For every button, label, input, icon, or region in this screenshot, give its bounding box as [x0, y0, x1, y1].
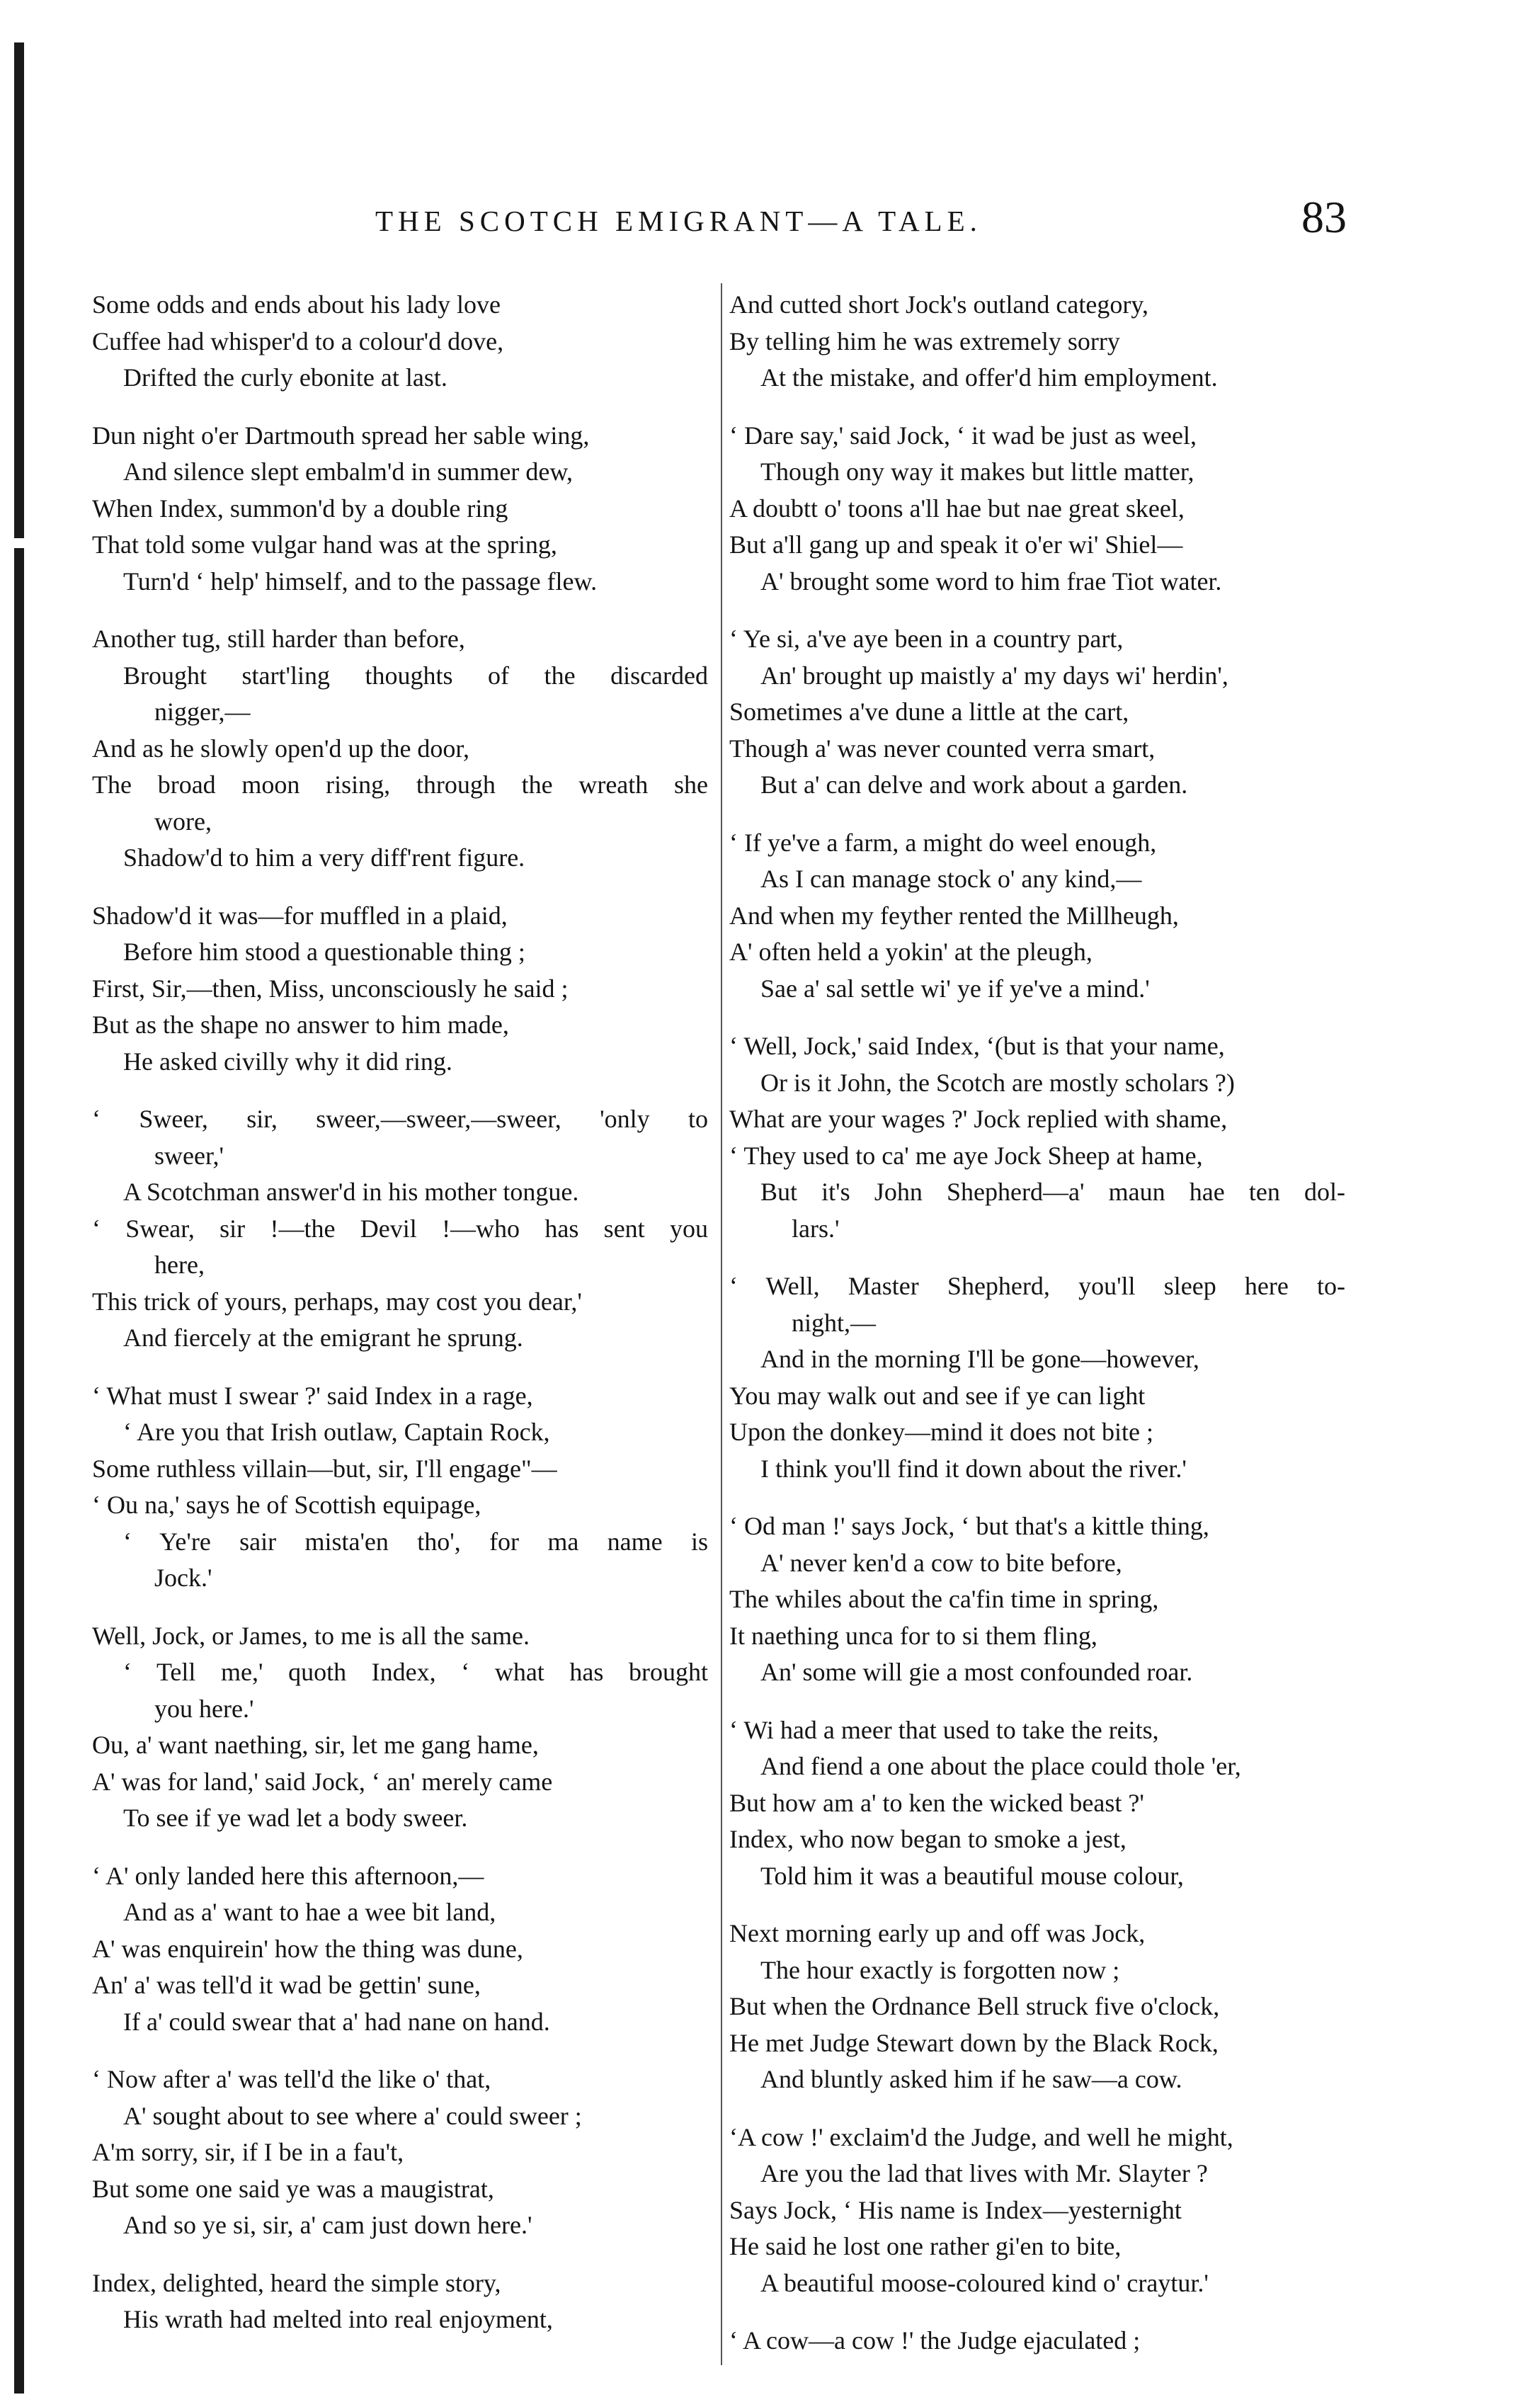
verse-line: And silence slept embalm'd in summer dew, — [123, 457, 574, 486]
verse-line: Brought start'ling thoughts of the discarded — [123, 661, 708, 690]
verse-line: ‘ A' only landed here this afternoon,— — [92, 1861, 484, 1890]
verse-line: Some ruthless villain—but, sir, I'll engage"— — [92, 1454, 557, 1483]
verse-line: ‘ Ye're sair mista'en tho', for ma name is — [123, 1527, 708, 1556]
verse-line: First, Sir,—then, Miss, unconsciously he said ; — [92, 974, 569, 1003]
verse-line: A' brought some word to him frae Tiot water. — [760, 567, 1222, 596]
verse-line: And in the morning I'll be gone—however, — [760, 1345, 1199, 1373]
verse-line: ‘ Are you that Irish outlaw, Captain Rock, — [123, 1418, 550, 1446]
verse-line: He met Judge Stewart down by the Black Rock, — [729, 2028, 1219, 2057]
verse-line: Jock.' — [154, 1564, 212, 1592]
verse-line: sweer,' — [154, 1141, 224, 1170]
verse-line: Well, Jock, or James, to me is all the same. — [92, 1621, 530, 1650]
verse-line: And when my feyther rented the Millheugh, — [729, 901, 1179, 930]
verse-line: Another tug, still harder than before, — [92, 625, 465, 653]
stanza — [729, 1712, 1359, 1895]
stanza — [92, 1101, 722, 1357]
verse-line: Though ony way it makes but little matter, — [760, 457, 1194, 486]
stanza — [92, 1618, 722, 1837]
stanza — [729, 825, 1359, 1008]
verse-line: Sometimes a've dune a little at the cart, — [729, 698, 1129, 726]
verse-line: Dun night o'er Dartmouth spread her sable wing, — [92, 421, 590, 450]
verse-line: ‘ Well, Jock,' said Index, ‘(but is that your name, — [729, 1032, 1225, 1060]
verse-line: Are you the lad that lives with Mr. Slayter ? — [760, 2159, 1208, 2187]
verse-line: Shadow'd to him a very diff'rent figure. — [123, 843, 525, 872]
stanza — [729, 287, 1359, 397]
left-column — [92, 287, 722, 2360]
stanza — [729, 2323, 1359, 2360]
verse-line: Cuffee had whisper'd to a colour'd dove, — [92, 326, 504, 355]
verse-line: The hour exactly is forgotten now ; — [760, 1955, 1120, 1984]
verse-line: ‘A cow !' exclaim'd the Judge, and well he might, — [729, 2122, 1233, 2151]
verse-line: ‘ Swear, sir !—the Devil !—who has sent you — [92, 1214, 708, 1243]
verse-line: you here.' — [154, 1694, 254, 1723]
verse-line: A' often held a yokin' at the pleugh, — [729, 938, 1093, 966]
binding-notch — [14, 538, 24, 548]
verse-line: Shadow'd it was—for muffled in a plaid, — [92, 901, 508, 930]
verse-line: lars.' — [792, 1214, 840, 1243]
page-number: 83 — [1301, 192, 1347, 242]
stanza — [729, 1268, 1359, 1487]
verse-line: A beautiful moose-coloured kind o' craytur.' — [760, 2268, 1209, 2297]
verse-line: nigger,— — [154, 698, 251, 726]
verse-line: It naething unca for to si them fling, — [729, 1621, 1097, 1650]
verse-line: But a' can delve and work about a garden. — [760, 770, 1188, 799]
verse-line: Says Jock, ‘ His name is Index—yesternight — [729, 2195, 1182, 2224]
stanza — [92, 898, 722, 1081]
running-title: THE SCOTCH EMIGRANT—A TALE. — [375, 205, 982, 237]
verse-line: Ou, a' want naething, sir, let me gang hame, — [92, 1731, 539, 1759]
page-binding-edge — [14, 42, 24, 2394]
right-column — [729, 287, 1359, 2381]
verse-line: A Scotchman answer'd in his mother tongue. — [123, 1178, 579, 1206]
page-header — [0, 191, 1540, 255]
verse-line: Though a' was never counted verra smart, — [729, 734, 1156, 763]
verse-line: And as he slowly open'd up the door, — [92, 734, 469, 763]
verse-line: Index, who now began to smoke a jest, — [729, 1825, 1127, 1853]
verse-line: But some one said ye was a maugistrat, — [92, 2174, 494, 2203]
stanza — [729, 1028, 1359, 1247]
stanza — [729, 1508, 1359, 1691]
verse-line: ‘ Tell me,' quoth Index, ‘ what has brought — [123, 1658, 708, 1686]
verse-line: ‘ A cow—a cow !' the Judge ejaculated ; — [729, 2326, 1141, 2355]
verse-line: ‘ Od man !' says Jock, ‘ but that's a kittle thing, — [729, 1512, 1209, 1540]
verse-line: A doubtt o' toons a'll hae but nae great skeel, — [729, 494, 1185, 523]
verse-line: A' sought about to see where a' could sweer ; — [123, 2101, 582, 2130]
verse-line: When Index, summon'd by a double ring — [92, 494, 508, 523]
verse-line: here, — [154, 1251, 205, 1279]
verse-line: ‘ If ye've a farm, a might do weel enough, — [729, 828, 1157, 857]
verse-line: At the mistake, and offer'd him employment. — [760, 363, 1218, 392]
verse-line: A'm sorry, sir, if I be in a fau't, — [92, 2138, 404, 2166]
verse-line: Index, delighted, heard the simple story, — [92, 2268, 501, 2297]
stanza — [729, 2119, 1359, 2302]
verse-line: ‘ What must I swear ?' said Index in a rage, — [92, 1381, 533, 1410]
verse-line: An' some will gie a most confounded roar. — [760, 1658, 1193, 1686]
verse-line: And as a' want to hae a wee bit land, — [123, 1898, 496, 1926]
verse-line: The whiles about the ca'fin time in spring, — [729, 1585, 1159, 1613]
verse-line: And fiend a one about the place could thole 'er, — [760, 1752, 1241, 1780]
verse-line: This trick of yours, perhaps, may cost you dear,' — [92, 1287, 582, 1316]
stanza — [92, 418, 722, 600]
verse-line: wore, — [154, 807, 212, 836]
verse-line: ‘ Now after a' was tell'd the like o' that, — [92, 2065, 491, 2093]
verse-line: And fiercely at the emigrant he sprung. — [123, 1324, 523, 1352]
verse-line: ‘ Dare say,' said Jock, ‘ it wad be just as weel, — [729, 421, 1197, 450]
stanza — [92, 1858, 722, 2041]
verse-line: ‘ Sweer, sir, sweer,—sweer,—sweer, 'only to — [92, 1105, 708, 1133]
verse-line: But a'll gang up and speak it o'er wi' Shiel— — [729, 530, 1183, 559]
stanza — [729, 418, 1359, 600]
verse-line: Drifted the curly ebonite at last. — [123, 363, 447, 392]
verse-line: ‘ Wi had a meer that used to take the reits, — [729, 1715, 1159, 1744]
stanza — [92, 1378, 722, 1597]
verse-line: ‘ They used to ca' me aye Jock Sheep at hame, — [729, 1141, 1203, 1170]
verse-line: And so ye si, sir, a' cam just down here.' — [123, 2211, 532, 2239]
stanza — [729, 1916, 1359, 2098]
verse-line: But as the shape no answer to him made, — [92, 1011, 509, 1039]
verse-line: ‘ Ou na,' says he of Scottish equipage, — [92, 1491, 481, 1519]
verse-line: Upon the donkey—mind it does not bite ; — [729, 1418, 1153, 1446]
verse-line: A' was for land,' said Jock, ‘ an' merely came — [92, 1767, 553, 1796]
verse-line: You may walk out and see if ye can light — [729, 1381, 1146, 1410]
verse-line: As I can manage stock o' any kind,— — [760, 865, 1142, 893]
verse-line: By telling him he was extremely sorry — [729, 326, 1120, 355]
verse-line: If a' could swear that a' had nane on hand. — [123, 2007, 550, 2036]
verse-line: night,— — [792, 1308, 877, 1337]
verse-line: Told him it was a beautiful mouse colour, — [760, 1861, 1184, 1890]
verse-line: That told some vulgar hand was at the spring, — [92, 530, 557, 559]
stanza — [92, 287, 722, 397]
verse-line: But how am a' to ken the wicked beast ?' — [729, 1788, 1144, 1817]
verse-line: Next morning early up and off was Jock, — [729, 1919, 1146, 1947]
verse-line: Before him stood a questionable thing ; — [123, 938, 525, 966]
verse-line: Or is it John, the Scotch are mostly scholars ?) — [760, 1068, 1235, 1097]
verse-line: Some odds and ends about his lady love — [92, 290, 501, 319]
verse-line: He asked civilly why it did ring. — [123, 1047, 452, 1076]
verse-line: Turn'd ‘ help' himself, and to the passage flew. — [123, 567, 598, 596]
verse-line: A' was enquirein' how the thing was dune, — [92, 1934, 523, 1963]
verse-line: To see if ye wad let a body sweer. — [123, 1804, 468, 1832]
stanza — [92, 2061, 722, 2244]
verse-line: And cutted short Jock's outland category, — [729, 290, 1149, 319]
verse-line: His wrath had melted into real enjoyment, — [123, 2305, 553, 2333]
verse-line: The broad moon rising, through the wreath she — [92, 770, 708, 799]
stanza — [729, 621, 1359, 804]
stanza — [92, 2265, 722, 2338]
verse-line: An' brought up maistly a' my days wi' herdin', — [760, 661, 1228, 690]
verse-line: But it's John Shepherd—a' maun hae ten dol- — [760, 1178, 1345, 1206]
verse-line: What are your wages ?' Jock replied with shame, — [729, 1105, 1228, 1133]
verse-line: Sae a' sal settle wi' ye if ye've a mind.' — [760, 974, 1150, 1003]
verse-line: An' a' was tell'd it wad be gettin' sune, — [92, 1971, 481, 1999]
verse-line: ‘ Well, Master Shepherd, you'll sleep here to- — [729, 1272, 1345, 1300]
verse-line: And bluntly asked him if he saw—a cow. — [760, 2065, 1182, 2093]
verse-line: ‘ Ye si, a've aye been in a country part, — [729, 625, 1124, 653]
verse-line: But when the Ordnance Bell struck five o'clock, — [729, 1992, 1220, 2020]
verse-line: I think you'll find it down about the river.' — [760, 1454, 1187, 1483]
verse-line: He said he lost one rather gi'en to bite, — [729, 2232, 1122, 2260]
stanza — [92, 621, 722, 877]
verse-line: A' never ken'd a cow to bite before, — [760, 1548, 1122, 1577]
